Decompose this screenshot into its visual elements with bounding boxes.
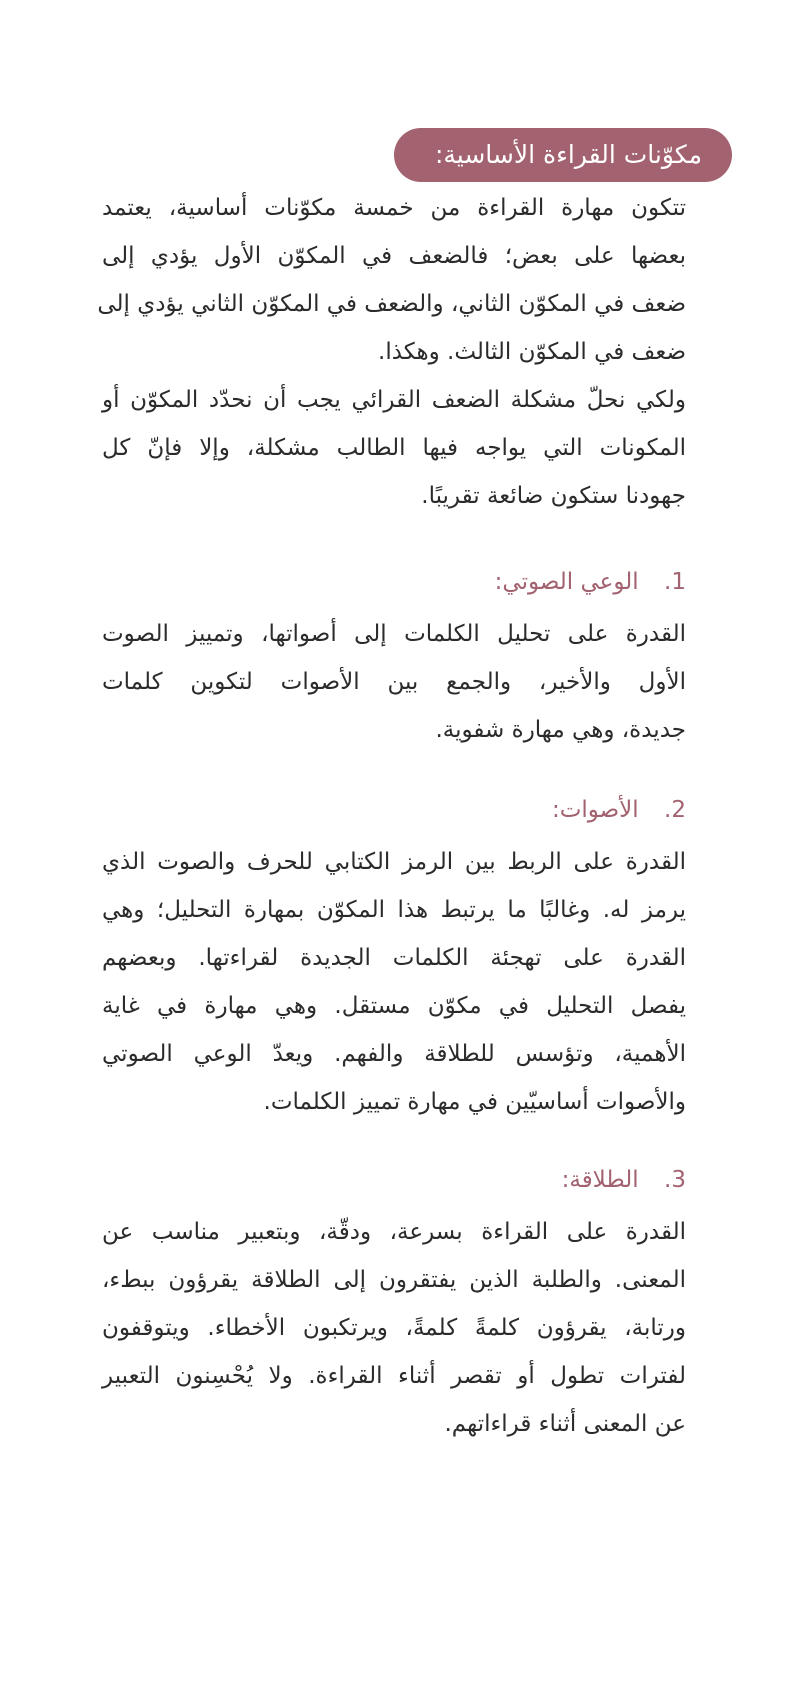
section-paragraph <box>102 610 686 754</box>
section-number: 1. <box>664 569 686 595</box>
section-heading-text: الطلاقة: <box>561 1167 639 1193</box>
section-heading-text: الوعي الصوتي: <box>494 569 639 595</box>
text-line: القدرة على تحليل الكلمات إلى أصواتها، وتمييز الصوت <box>102 621 686 647</box>
text-line: يرمز له. وغالبًا ما يرتبط هذا المكوّن بمهارة التحليل؛ وهي <box>102 897 686 923</box>
text-line: ورتابة، يقرؤون كلمةً كلمةً، ويرتكبون الأخطاء. ويتوقفون <box>102 1315 686 1341</box>
text-line: ضعف في المكوّن الثاني، والضعف في المكوّن الثاني يؤدي إلى <box>97 291 686 317</box>
text-line: جديدة، وهي مهارة شفوية. <box>435 717 686 743</box>
section-number: 3. <box>664 1167 686 1193</box>
section-number: 2. <box>664 797 686 823</box>
section-heading-phonics <box>552 790 686 830</box>
text-line: عن المعنى أثناء قراءاتهم. <box>444 1411 686 1437</box>
text-line: جهودنا ستكون ضائعة تقريبًا. <box>421 483 686 509</box>
text-line: ولكي نحلّ مشكلة الضعف القرائي يجب أن نحدّد المكوّن أو <box>102 387 686 413</box>
section-heading-text: الأصوات: <box>551 797 639 823</box>
text-line: الأهمية، وتؤسس للطلاقة والفهم. ويعدّ الوعي الصوتي <box>102 1041 686 1067</box>
text-line: القدرة على القراءة بسرعة، ودقّة، وبتعبير مناسب عن <box>102 1219 686 1245</box>
text-line: يفصل التحليل في مكوّن مستقل. وهي مهارة في غاية <box>102 993 686 1019</box>
text-line: القدرة على تهجئة الكلمات الجديدة لقراءتها. وبعضهم <box>102 945 686 971</box>
text-line: لفترات تطول أو تقصر أثناء القراءة. ولا يُحْسِنون التعبير <box>102 1363 686 1389</box>
text-line: والأصوات أساسيّين في مهارة تمييز الكلمات. <box>263 1089 686 1115</box>
text-line: المكونات التي يواجه فيها الطالب مشكلة، وإلا فإنّ كل <box>102 435 686 461</box>
section-paragraph <box>102 1208 686 1448</box>
text-line: تتكون مهارة القراءة من خمسة مكوّنات أساسية، يعتمد <box>102 195 686 221</box>
intro-paragraph <box>97 184 686 520</box>
text-line: المعنى. والطلبة الذين يفتقرون إلى الطلاقة يقرؤون ببطء، <box>102 1267 686 1293</box>
text-line: القدرة على الربط بين الرمز الكتابي للحرف والصوت الذي <box>102 849 686 875</box>
text-line: ضعف في المكوّن الثالث. وهكذا. <box>378 339 686 365</box>
section-heading-phonemic-awareness <box>495 562 686 602</box>
section-paragraph <box>102 838 686 1126</box>
text-line: الأول والأخير، والجمع بين الأصوات لتكوين كلمات <box>102 669 686 695</box>
section-heading-fluency <box>562 1160 686 1200</box>
section-title-badge: مكوّنات القراءة الأساسية: <box>394 128 732 182</box>
text-line: بعضها على بعض؛ فالضعف في المكوّن الأول يؤدي إلى <box>102 243 686 269</box>
